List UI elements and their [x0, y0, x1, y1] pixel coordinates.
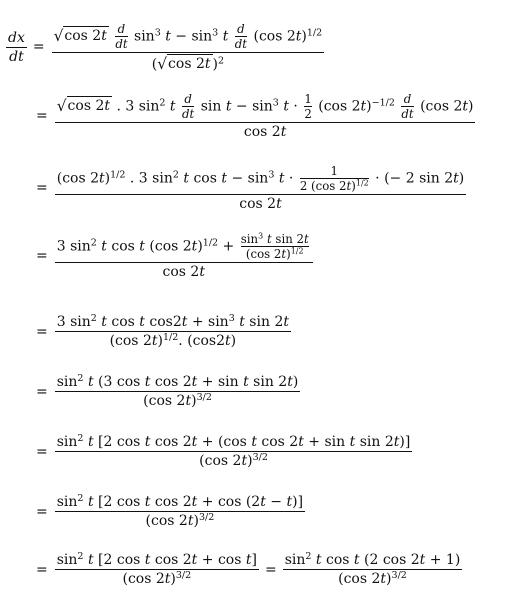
- step-8-fraction: [55, 494, 305, 529]
- step-2: [36, 92, 475, 140]
- step-9a-fraction: [55, 552, 259, 587]
- step-8-denominator: (cos 2t)$^{3/2}$: [145, 511, 215, 529]
- step-9a-numerator: $\sin^2 t$ [2 cos t cos 2t + cos t]: [56, 550, 257, 568]
- equals-sign: =: [36, 503, 48, 520]
- step-7-denominator: (cos 2t)$^{3/2}$: [199, 451, 268, 469]
- equals-sign: =: [36, 443, 48, 460]
- step-3-numerator: (cos 2t)$^{1/2}$ . 3 $\sin^2 t$ $\cos t - \sin^3 t$ · $\frac{1}{2 (\cos 2t)^{1/2}}$ · (− 2 sin 2t): [56, 164, 465, 193]
- step-9b-denominator: (cos 2t)$^{3/2}$: [338, 569, 407, 587]
- step-1: [6, 22, 324, 73]
- step-9: [36, 552, 462, 587]
- step-6-denominator: (cos 2t)$^{3/2}$: [143, 391, 212, 409]
- step-2-denominator: cos 2t: [243, 124, 287, 140]
- step-7-fraction: [55, 434, 413, 469]
- step-4-denominator: cos 2t: [162, 264, 205, 280]
- equals-sign: =: [36, 561, 48, 578]
- step-3-fraction: [55, 164, 466, 212]
- equals-sign: =: [36, 248, 48, 264]
- step-5-numerator: 3 $\sin^2 t$ cos t $\cos 2t + \sin^3 t$ sin 2t: [56, 312, 289, 330]
- step-9b-numerator: $\sin^2 t$ cos t (2 cos 2t + 1): [284, 550, 461, 568]
- step-4: [36, 232, 313, 280]
- step-4-numerator: 3 $\sin^2 t$ cos t (cos 2t)$^{1/2}$ + $\frac{\sin^3 t \sin 2t}{(\cos 2t)^{1/2}}$: [56, 231, 309, 261]
- step-5-fraction: [55, 314, 291, 349]
- step-6: [36, 374, 300, 409]
- step-3: [36, 164, 466, 212]
- step-8-numerator: $\sin^2 t$ [2 cos t cos 2t + cos (2t − t)]: [56, 492, 304, 510]
- equals-sign: =: [264, 561, 277, 578]
- step-6-numerator: $\sin^2 t$ (3 cos t cos 2t + sin t sin 2t): [56, 372, 299, 390]
- step-8: [36, 494, 305, 529]
- step-1-denominator: ( √ cos 2t )$^2$: [151, 54, 225, 73]
- equals-sign: =: [36, 108, 48, 124]
- step-7: [36, 434, 412, 469]
- step-6-fraction: [55, 374, 301, 409]
- step-2-fraction: [55, 92, 476, 140]
- step-7-numerator: $\sin^2 t$ [2 cos t cos 2t + (cos t cos 2t + sin t sin 2t)]: [56, 432, 411, 450]
- equals-sign: =: [36, 383, 48, 400]
- step-4-fraction: [55, 232, 313, 280]
- step-1-numerator: √ cos 2t $\frac{d}{dt}$ $\sin^3 t - \sin^3 t$ $\frac{d}{dt}$ (cos 2t)$^{1/2}$: [53, 22, 323, 51]
- lhs-derivative: $\frac{dx}{dt}$: [8, 29, 25, 65]
- step-1-fraction: [52, 22, 325, 73]
- step-9a-denominator: (cos 2t)$^{3/2}$: [122, 569, 192, 587]
- step-3-denominator: cos 2t: [239, 196, 282, 212]
- step-9b-fraction: [283, 552, 463, 587]
- step-5-denominator: (cos 2t)$^{1/2}$. (cos2t): [109, 331, 237, 349]
- equals-sign: =: [36, 180, 48, 196]
- equals-sign: =: [32, 39, 45, 56]
- step-2-numerator: √ cos 2t . 3 $\sin^2 t$ $\frac{d}{dt}$ $\sin t - \sin^3 t$ · $\frac{1}{2}$ (cos 2t)$^{-1/2}$ $\frac{d}{dt}$ (cos 2t): [56, 92, 474, 121]
- equals-sign: =: [36, 323, 48, 340]
- step-5: [36, 314, 291, 349]
